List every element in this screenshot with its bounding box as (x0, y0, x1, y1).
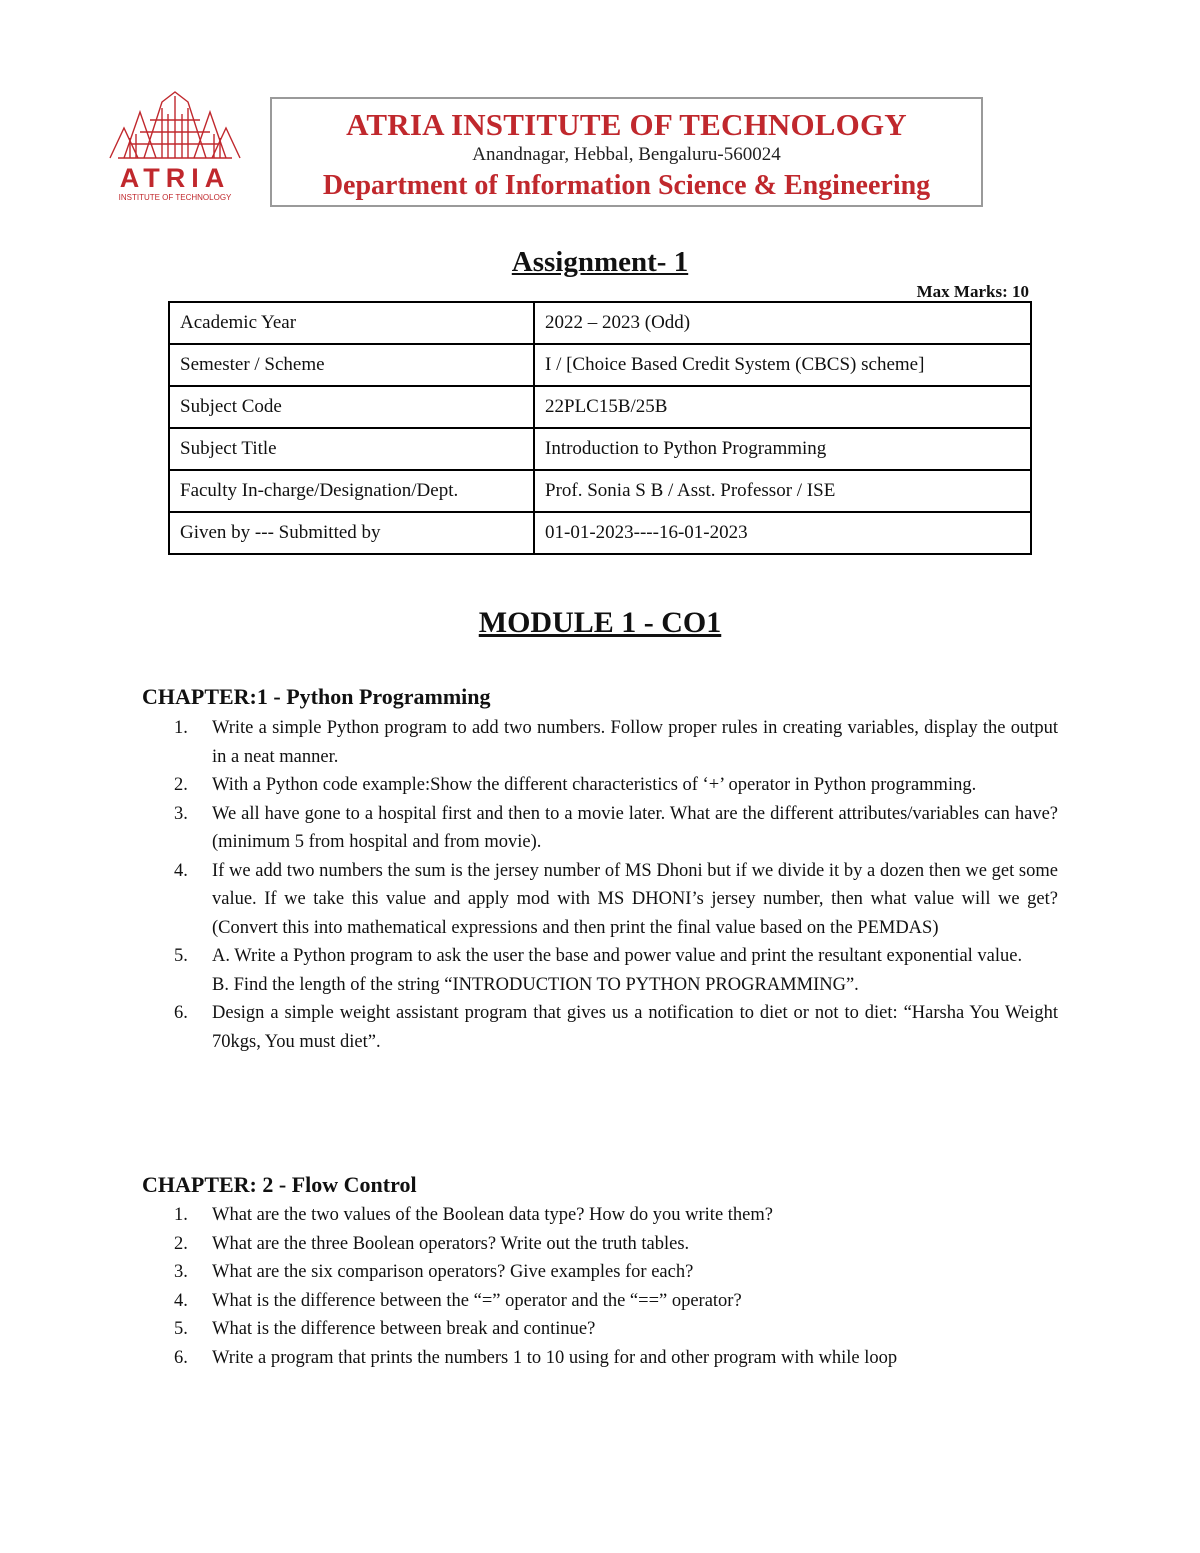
list-item (174, 1344, 1058, 1373)
institute-header (270, 97, 983, 207)
question-text: What is the difference between break and continue? (212, 1319, 596, 1340)
question-text: What are the six comparison operators? Give examples for each? (212, 1262, 694, 1283)
table-value: Introduction to Python Programming (534, 428, 1031, 470)
list-item (174, 1201, 1058, 1230)
question-text: Write a program that prints the numbers 1 to 10 using for and other program with while loop (212, 1347, 898, 1368)
list-item (174, 714, 1058, 771)
chapter-2-questions (174, 1201, 1058, 1373)
table-value: 22PLC15B/25B (534, 386, 1031, 428)
chapter-1-title: CHAPTER:1 - Python Programming (142, 684, 491, 709)
chapter-1-questions (174, 714, 1058, 1056)
question-text: What are the three Boolean operators? Write out the truth tables. (212, 1233, 690, 1254)
list-item (174, 1287, 1058, 1316)
question-number: 4. (174, 860, 188, 881)
logo-wordmark: ATRIA (119, 163, 231, 193)
course-info-table (168, 301, 1032, 555)
assignment-title: Assignment- 1 (511, 246, 689, 278)
institute-address: Anandnagar, Hebbal, Bengaluru-560024 (472, 144, 781, 165)
list-item (174, 1258, 1058, 1287)
atria-logo (104, 88, 246, 206)
list-item (174, 942, 1058, 999)
table-row (169, 344, 1031, 386)
table-row (169, 512, 1031, 554)
question-number: 2. (174, 1233, 188, 1254)
question-number: 5. (174, 1319, 188, 1340)
table-label: Faculty In-charge/Designation/Dept. (169, 470, 534, 512)
chapter-2-title: CHAPTER: 2 - Flow Control (142, 1172, 417, 1197)
question-number: 2. (174, 775, 188, 795)
table-row (169, 386, 1031, 428)
table-label: Subject Title (169, 428, 534, 470)
list-item (174, 771, 1058, 800)
max-marks: Max Marks: 10 (916, 282, 1029, 301)
question-number: 1. (174, 718, 188, 738)
list-item (174, 800, 1058, 857)
list-item (174, 1315, 1058, 1344)
table-row (169, 302, 1031, 344)
question-text: A. Write a Python program to ask the user the base and power value and print the resultant exponential value. (212, 946, 1023, 966)
table-label: Semester / Scheme (169, 344, 534, 386)
logo-subtext: INSTITUTE OF TECHNOLOGY (118, 193, 232, 202)
question-number: 3. (174, 803, 188, 824)
question-text-part-b: B. Find the length of the string “INTRODUCTION TO PYTHON PROGRAMMING”. (212, 974, 859, 995)
question-number: 5. (174, 946, 188, 966)
question-text: With a Python code example:Show the different characteristics of ‘+’ operator in Python programming. (212, 775, 977, 795)
table-value: 2022 – 2023 (Odd) (534, 302, 1031, 344)
institute-name: ATRIA INSTITUTE OF TECHNOLOGY (346, 107, 907, 142)
table-value: I / [Choice Based Credit System (CBCS) scheme] (534, 344, 1031, 386)
question-text: Write a simple Python program to add two numbers. Follow proper rules in creating variables, display the output in a neat manner. (212, 718, 1058, 767)
question-text: What are the two values of the Boolean data type? How do you write them? (212, 1205, 773, 1225)
table-label: Subject Code (169, 386, 534, 428)
table-row (169, 470, 1031, 512)
list-item (174, 999, 1058, 1056)
module-title: MODULE 1 - CO1 (478, 606, 722, 639)
department-name: Department of Information Science & Engineering (322, 170, 931, 201)
question-number: 6. (174, 1347, 188, 1368)
table-value: Prof. Sonia S B / Asst. Professor / ISE (534, 470, 1031, 512)
question-number: 3. (174, 1262, 188, 1283)
table-row (169, 428, 1031, 470)
question-text: Design a simple weight assistant program that gives us a notification to diet or not to diet: “Harsha You Weight 70kgs, You must diet”. (212, 1003, 1058, 1052)
question-number: 4. (174, 1290, 188, 1311)
question-text: If we add two numbers the sum is the jersey number of MS Dhoni but if we divide it by a dozen then we get some value. If we take this value and apply mod with MS DHONI’s jersey number, then what value will we get? (Convert this into mathematical expressions and then print the final value based on the PEMDAS) (212, 860, 1058, 938)
question-text: What is the difference between the “=” operator and the “==” operator? (212, 1290, 742, 1311)
question-number: 6. (174, 1003, 188, 1023)
table-label: Given by --- Submitted by (169, 512, 534, 554)
table-value: 01-01-2023----16-01-2023 (534, 512, 1031, 554)
table-label: Academic Year (169, 302, 534, 344)
question-number: 1. (174, 1205, 188, 1225)
list-item (174, 857, 1058, 943)
list-item (174, 1230, 1058, 1259)
question-text: We all have gone to a hospital first and then to a movie later. What are the different attributes/variables can have? (minimum 5 from hospital and from movie). (212, 803, 1058, 852)
